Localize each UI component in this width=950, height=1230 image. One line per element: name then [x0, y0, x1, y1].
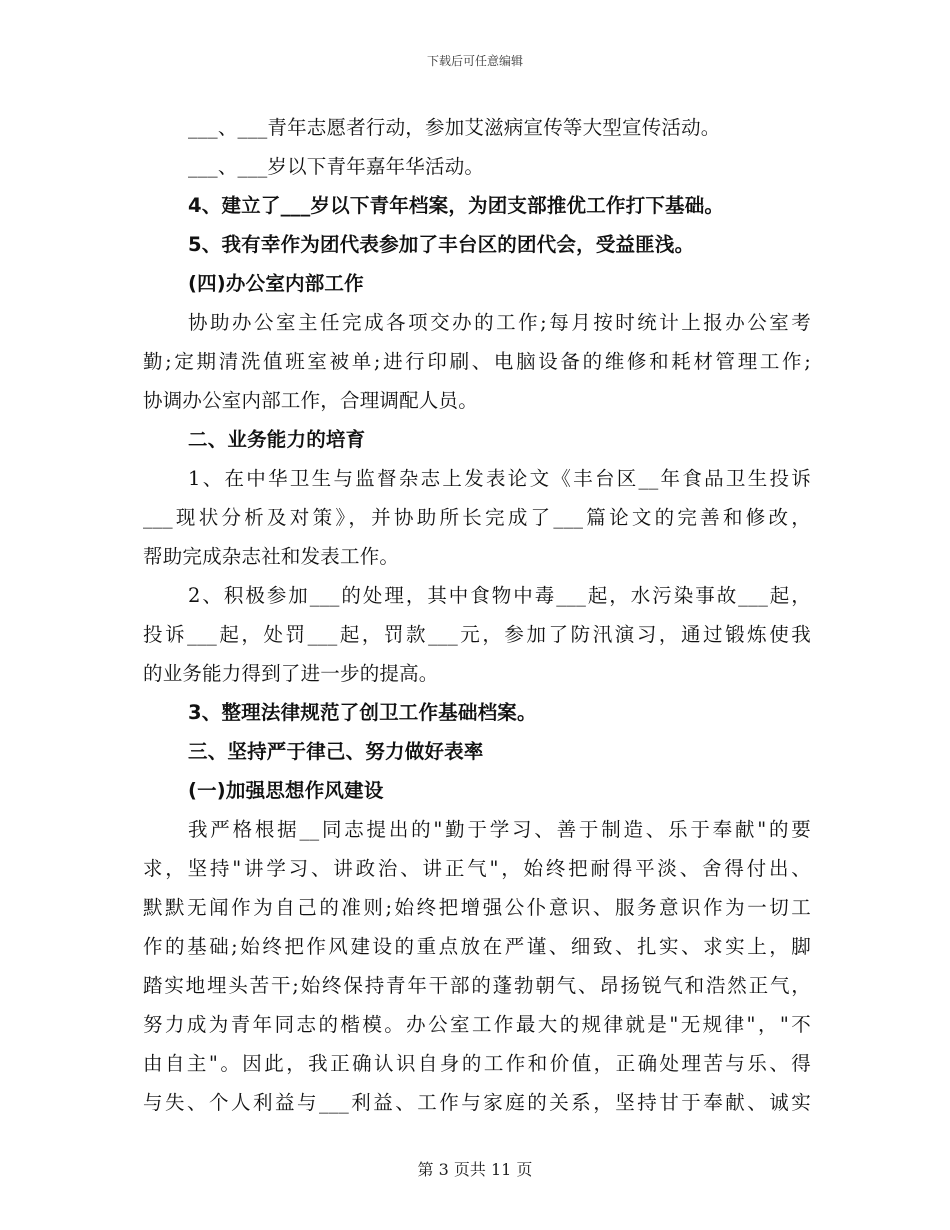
paragraph-line: 求，坚持"讲学习、讲政治、讲正气"，始终把耐得平淡、舍得付出、 [143, 857, 811, 880]
paragraph-line: 投诉___起，处罚___起，罚款___元，参加了防汛演习，通过锻炼使我 [143, 623, 811, 646]
paragraph-line: 协助办公室主任完成各项交办的工作;每月按时统计上报办公室考 [188, 311, 811, 334]
paragraph-line: 1、在中华卫生与监督杂志上发表论文《丰台区__年食品卫生投诉 [188, 467, 811, 490]
paragraph-line: 帮助完成杂志社和发表工作。 [143, 545, 400, 568]
paragraph-line: 我严格根据__同志提出的"勤于学习、善于制造、乐于奉献"的要 [188, 818, 811, 841]
paragraph-line: ___、___岁以下青年嘉年华活动。 [188, 155, 485, 178]
paragraph-line: ___、___青年志愿者行动，参加艾滋病宣传等大型宣传活动。 [188, 116, 721, 139]
page-number-footer: 第 3 页共 11 页 [417, 1160, 533, 1179]
paragraph-line: 协调办公室内部工作，合理调配人员。 [143, 389, 478, 412]
paragraph-line: 作的基础;始终把作风建设的重点放在严谨、细致、扎实、求实上，脚 [143, 935, 811, 958]
document-body [143, 108, 811, 1122]
paragraph-line: 与失、个人利益与___利益、工作与家庭的关系，坚持甘于奉献、诚实 [143, 1091, 811, 1114]
paragraph-line: ___现状分析及对策》，并协助所长完成了___篇论文的完善和修改， [143, 506, 811, 529]
paragraph-line: 努力成为青年同志的楷模。办公室工作最大的规律就是"无规律"，"不 [143, 1013, 811, 1036]
heading-line: (一)加强思想作风建设 [188, 779, 384, 802]
paragraph-line: 踏实地埋头苦干;始终保持青年干部的蓬勃朝气、昂扬锐气和浩然正气， [143, 974, 811, 997]
paragraph-line: 的业务能力得到了进一步的提高。 [143, 662, 439, 685]
page-header: 下载后可任意编辑 [426, 54, 523, 68]
heading-line: 3、整理法律规范了创卫工作基础档案。 [188, 701, 537, 724]
heading-line: 三、坚持严于律己、努力做好表率 [188, 740, 484, 763]
heading-line: (四)办公室内部工作 [188, 272, 364, 295]
paragraph-line: 默默无闻作为自己的准则;始终把增强公仆意识、服务意识作为一切工 [143, 896, 811, 919]
heading-line: 二、业务能力的培育 [188, 428, 366, 451]
heading-line: 4、建立了___岁以下青年档案，为团支部推优工作打下基础。 [188, 194, 725, 217]
heading-line: 5、我有幸作为团代表参加了丰台区的团代会，受益匪浅。 [188, 233, 695, 256]
paragraph-line: 由自主"。因此，我正确认识自身的工作和价值，正确处理苦与乐、得 [143, 1052, 811, 1075]
paragraph-line: 2、积极参加___的处理，其中食物中毒___起，水污染事故___起， [188, 584, 811, 607]
paragraph-line: 勤;定期清洗值班室被单;进行印刷、电脑设备的维修和耗材管理工作; [143, 350, 811, 373]
